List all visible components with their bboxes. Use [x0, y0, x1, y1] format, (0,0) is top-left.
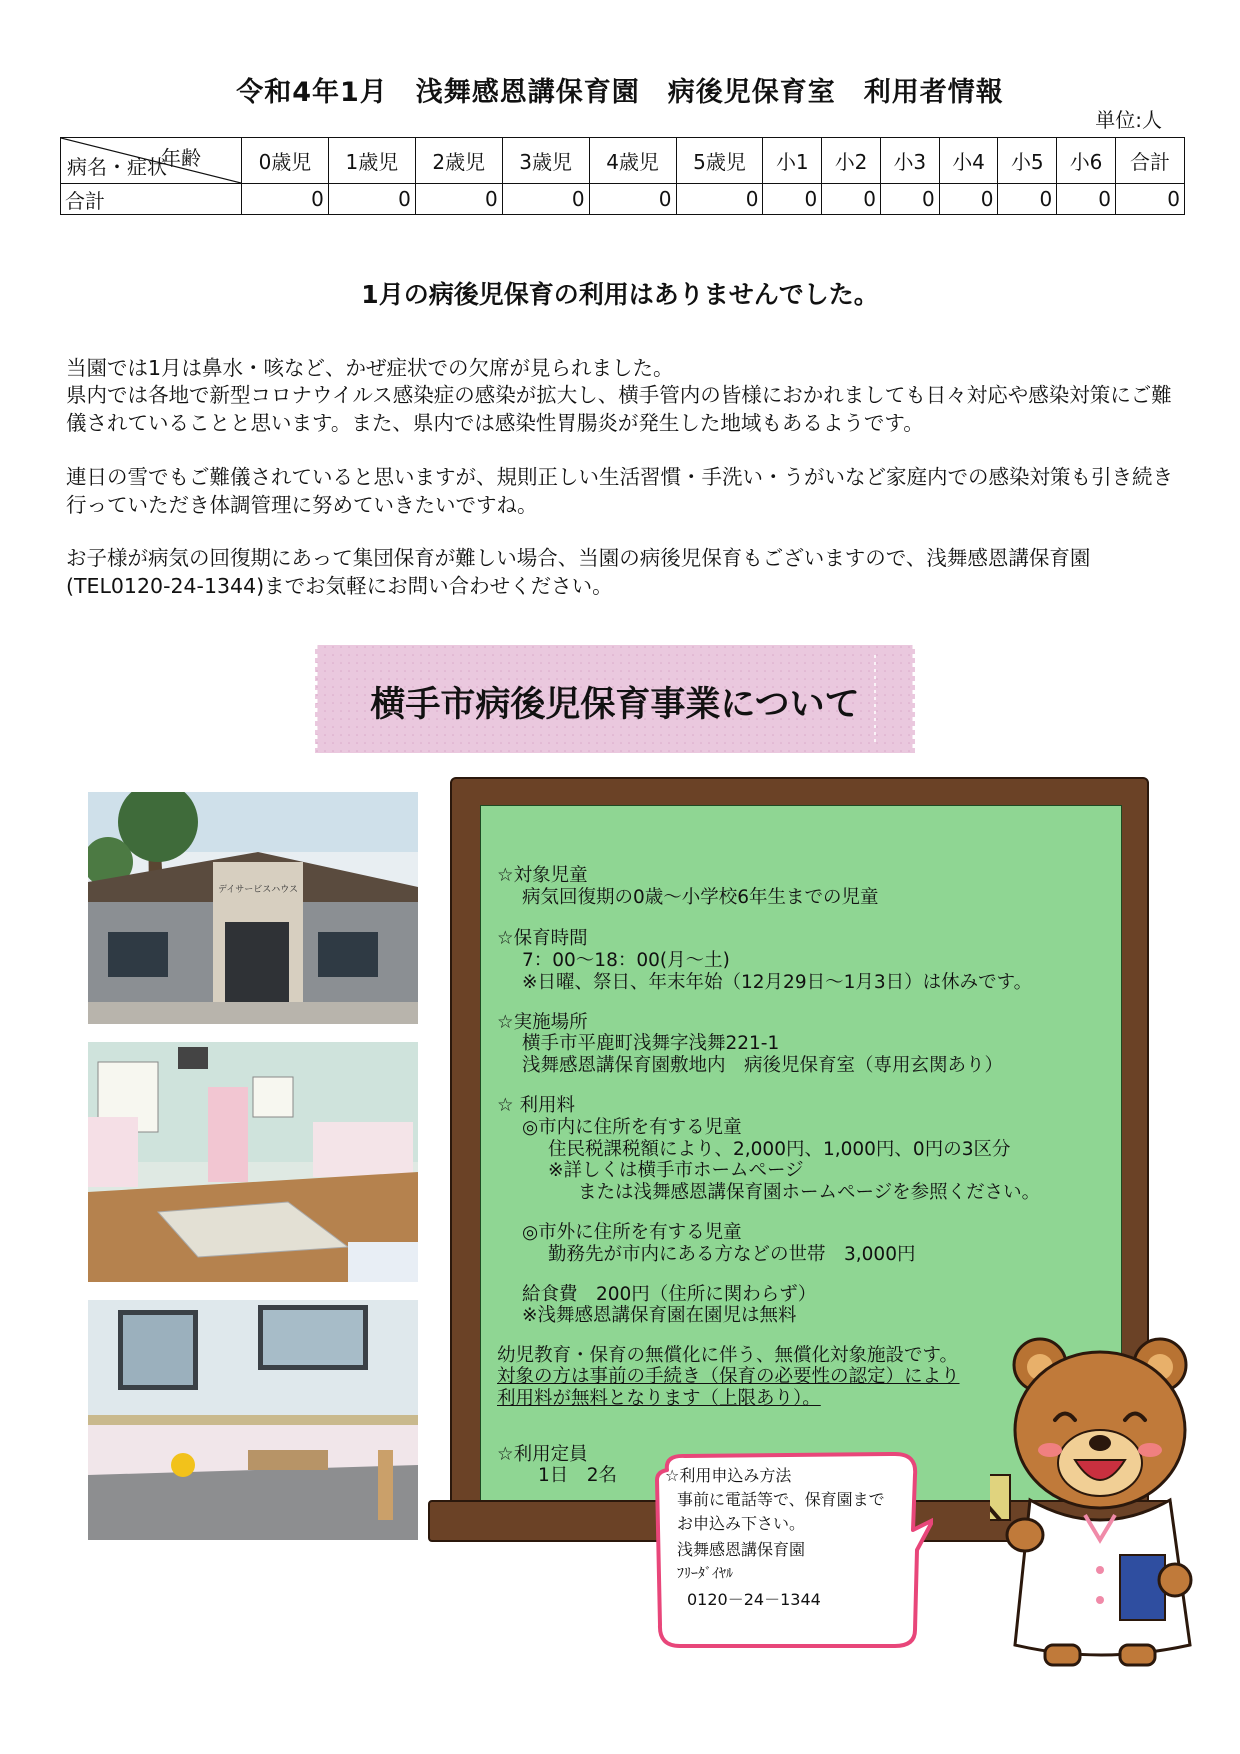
building-photo — [88, 792, 418, 1024]
no-usage-notice: 1月の病後児保育の利用はありませんでした。 — [361, 280, 879, 309]
row-label: 合計 — [61, 184, 242, 215]
column-header: 0歳児 — [242, 138, 329, 184]
column-header: 5歳児 — [676, 138, 763, 184]
paragraph-contact: お子様が病気の回復期にあって集団保育が難しい場合、当園の病後児保育もございますので、浅舞感恩講保育園(TEL0120-24-1344)までお気軽にお問い合わせください。 — [66, 546, 1091, 598]
table-cell: 0 — [763, 184, 822, 215]
target-heading: ☆対象児童 — [497, 865, 588, 886]
bubble-name: 浅舞感恩講保育園 — [677, 1540, 806, 1559]
resting-room-photo — [88, 1300, 418, 1540]
bubble-line2: お申込み下さい。 — [677, 1514, 806, 1533]
bubble-heading: ☆利用申込み方法 — [665, 1466, 792, 1485]
bubble-freedial-label: ﾌﾘｰﾀﾞｲﾔﾙ — [677, 1566, 733, 1582]
page-title: 令和4年1月 浅舞感恩講保育園 病後児保育室 利用者情報 — [236, 77, 1004, 108]
table-cell: 0 — [676, 184, 763, 215]
free-line1: 幼児教育・保育の無償化に伴う、無償化対象施設です。 — [497, 1345, 959, 1366]
table-cell: 0 — [939, 184, 998, 215]
fee-city-note1: ※詳しくは横手市ホームページ — [548, 1160, 804, 1181]
column-header: 小1 — [763, 138, 822, 184]
table-cell: 0 — [502, 184, 589, 215]
place-detail: 浅舞感恩講保育園敷地内 病後児保育室（専用玄関あり） — [522, 1055, 1004, 1076]
bear-mascot-icon — [990, 1325, 1210, 1670]
free-line3: 利用料が無料となります（上限あり）。 — [497, 1388, 821, 1409]
playroom-photo — [88, 1042, 418, 1282]
target-text: 病気回復期の0歳～小学校6年生までの児童 — [522, 887, 879, 908]
table-cell: 0 — [1057, 184, 1116, 215]
capacity-text: 1日 2名 — [538, 1465, 618, 1486]
table-cell: 0 — [1115, 184, 1184, 215]
table-cell: 0 — [822, 184, 881, 215]
table-cell: 0 — [998, 184, 1057, 215]
hours-text: 7：00～18：00(月～土) — [522, 950, 730, 971]
fee-city-note2: または浅舞感恩講保育園ホームページを参照ください。 — [578, 1182, 1041, 1203]
table-cell: 0 — [242, 184, 329, 215]
table-cell: 0 — [589, 184, 676, 215]
column-header: 合計 — [1115, 138, 1184, 184]
meal-note: ※浅舞感恩講保育園在園児は無料 — [522, 1305, 797, 1326]
capacity-heading: ☆利用定員 — [497, 1444, 588, 1465]
fee-city-text: 住民税課税額により、2,000円、1,000円、0円の3区分 — [548, 1139, 1011, 1160]
section-title: 横手市病後児保育事業について — [370, 685, 860, 725]
column-header: 小4 — [939, 138, 998, 184]
paragraph-snow: 連日の雪でもご難儀されていると思いますが、規則正しい生活習慣・手洗い・うがいなど家庭内での感染対策も引き続き行っていただき体調管理に努めていきたいですね。 — [66, 465, 1173, 517]
fee-city-heading: ◎市内に住所を有する児童 — [522, 1117, 742, 1138]
hours-heading: ☆保育時間 — [497, 928, 588, 949]
fee-heading: ☆ 利用料 — [497, 1095, 575, 1116]
unit-label: 単位:人 — [1095, 108, 1162, 132]
column-header: 小3 — [880, 138, 939, 184]
hours-note: ※日曜、祭日、年末年始（12月29日～1月3日）は休みです。 — [522, 972, 1033, 993]
column-header: 小5 — [998, 138, 1057, 184]
table-corner-cell — [61, 138, 242, 184]
place-address: 横手市平鹿町浅舞字浅舞221-1 — [522, 1033, 780, 1054]
fee-outside-text: 勤務先が市内にある方などの世帯 3,000円 — [548, 1244, 916, 1265]
free-line2: 対象の方は事前の手続き（保育の必要性の認定）により — [497, 1366, 960, 1387]
column-header: 1歳児 — [328, 138, 415, 184]
column-header: 4歳児 — [589, 138, 676, 184]
bubble-phone: 0120－24－1344 — [687, 1590, 821, 1609]
section-title-banner — [315, 645, 915, 753]
paragraph-cold-symptoms: 当園では1月は鼻水・咳など、かぜ症状での欠席が見られました。 — [66, 356, 674, 380]
table-row — [61, 184, 1185, 215]
table-cell: 0 — [415, 184, 502, 215]
usage-table — [60, 137, 1185, 215]
corner-age-label: 年齢 — [161, 146, 201, 170]
building-sign: デイサービスハウス — [217, 885, 299, 895]
bubble-line1: 事前に電話等で、保育園まで — [677, 1490, 885, 1509]
column-header: 小6 — [1057, 138, 1116, 184]
column-header: 小2 — [822, 138, 881, 184]
application-bubble — [645, 1450, 933, 1650]
table-cell: 0 — [328, 184, 415, 215]
meal-fee: 給食費 200円（住所に関わらず） — [522, 1284, 817, 1305]
paragraph-covid: 県内では各地で新型コロナウイルス感染症の感染が拡大し、横手管内の皆様におかれましても日々対応や感染対策にご難儀されていることと思います。また、県内では感染性胃腸炎が発生した地域もあるようです。 — [66, 383, 1172, 435]
fee-outside-heading: ◎市外に住所を有する児童 — [522, 1222, 742, 1243]
column-header: 2歳児 — [415, 138, 502, 184]
column-header: 3歳児 — [502, 138, 589, 184]
place-heading: ☆実施場所 — [497, 1012, 588, 1033]
corner-symptom-label: 病名・症状 — [67, 155, 167, 179]
table-cell: 0 — [880, 184, 939, 215]
